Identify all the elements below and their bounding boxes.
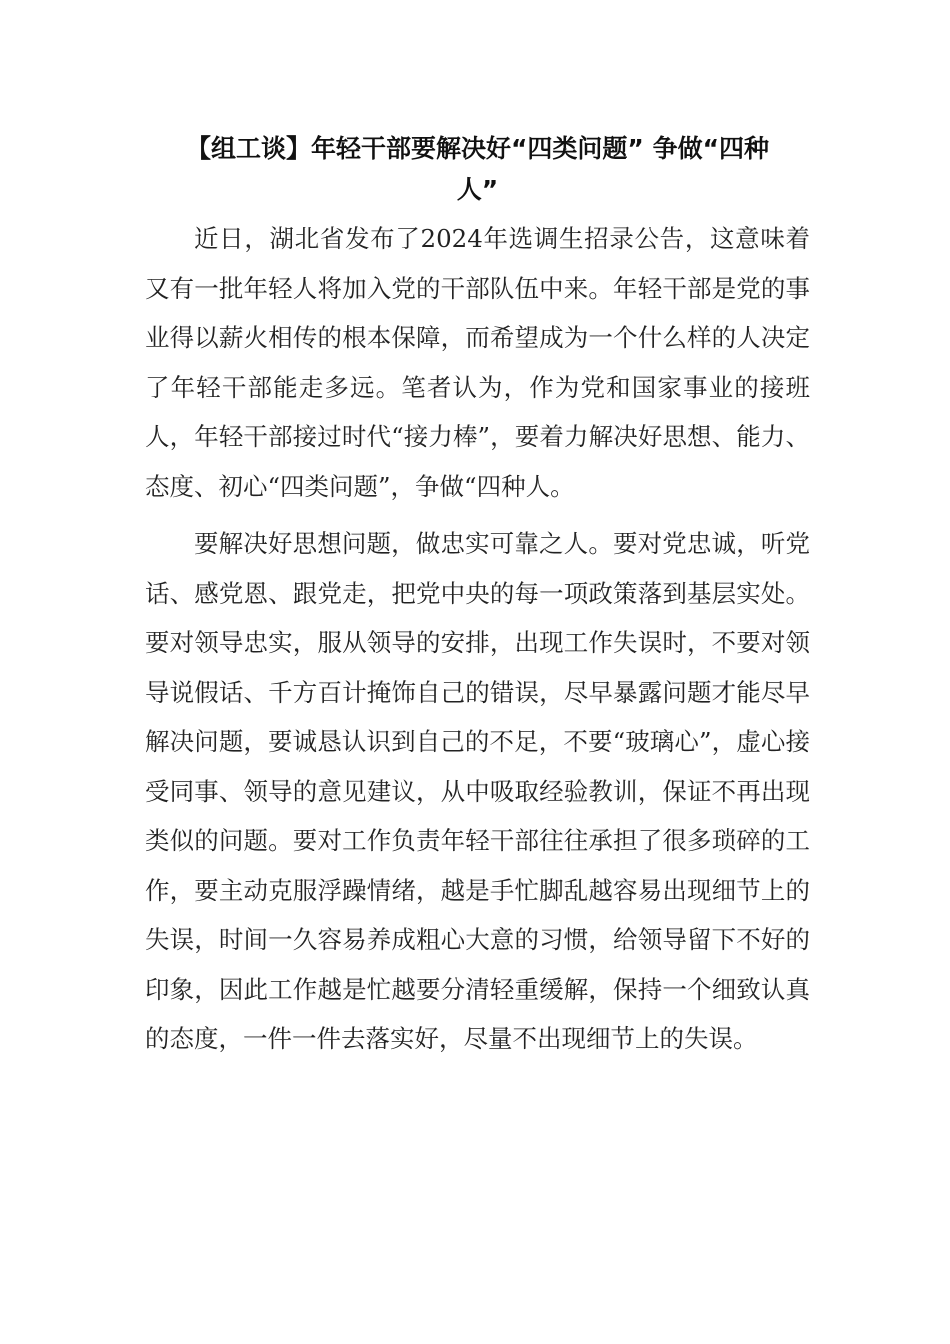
article-title-line-1: 【组工谈】年轻干部要解决好“四类问题” 争做“四种 [186,134,769,163]
article-title [145,128,810,210]
article-title-line-2: 人” [456,175,499,204]
paragraph-ideology: 要解决好思想问题，做忠实可靠之人。要对党忠诚，听党话、感党恩、跟党走，把党中央的每一项政策落到基层实处。要对领导忠实，服从领导的安排，出现工作失误时，不要对领导说假话、千方百计掩饰自己的错误，尽早暴露问题才能尽早解决问题，要诚恳认识到自己的不足，不要“玻璃心”，虚心接受同事、领导的意见建议，从中吸取经验教训，保证不再出现类似的问题。要对工作负责年轻干部往往承担了很多琐碎的工作，要主动克服浮躁情绪，越是手忙脚乱越容易出现细节上的失误，时间一久容易养成粗心大意的习惯，给领导留下不好的印象，因此工作越是忙越要分清轻重缓解，保持一个细致认真的态度，一件一件去落实好，尽量不出现细节上的失误。 [145,529,810,1053]
paragraph-intro: 近日，湖北省发布了2024年选调生招录公告，这意味着又有一批年轻人将加入党的干部队伍中来。年轻干部是党的事业得以薪火相传的根本保障，而希望成为一个什么样的人决定了年轻干部能走多远。笔者认为，作为党和国家事业的接班人，年轻干部接过时代“接力棒”，要着力解决好思想、能力、态度、初心“四类问题”，争做“四种人。 [145,224,810,501]
article-body [145,128,810,1064]
